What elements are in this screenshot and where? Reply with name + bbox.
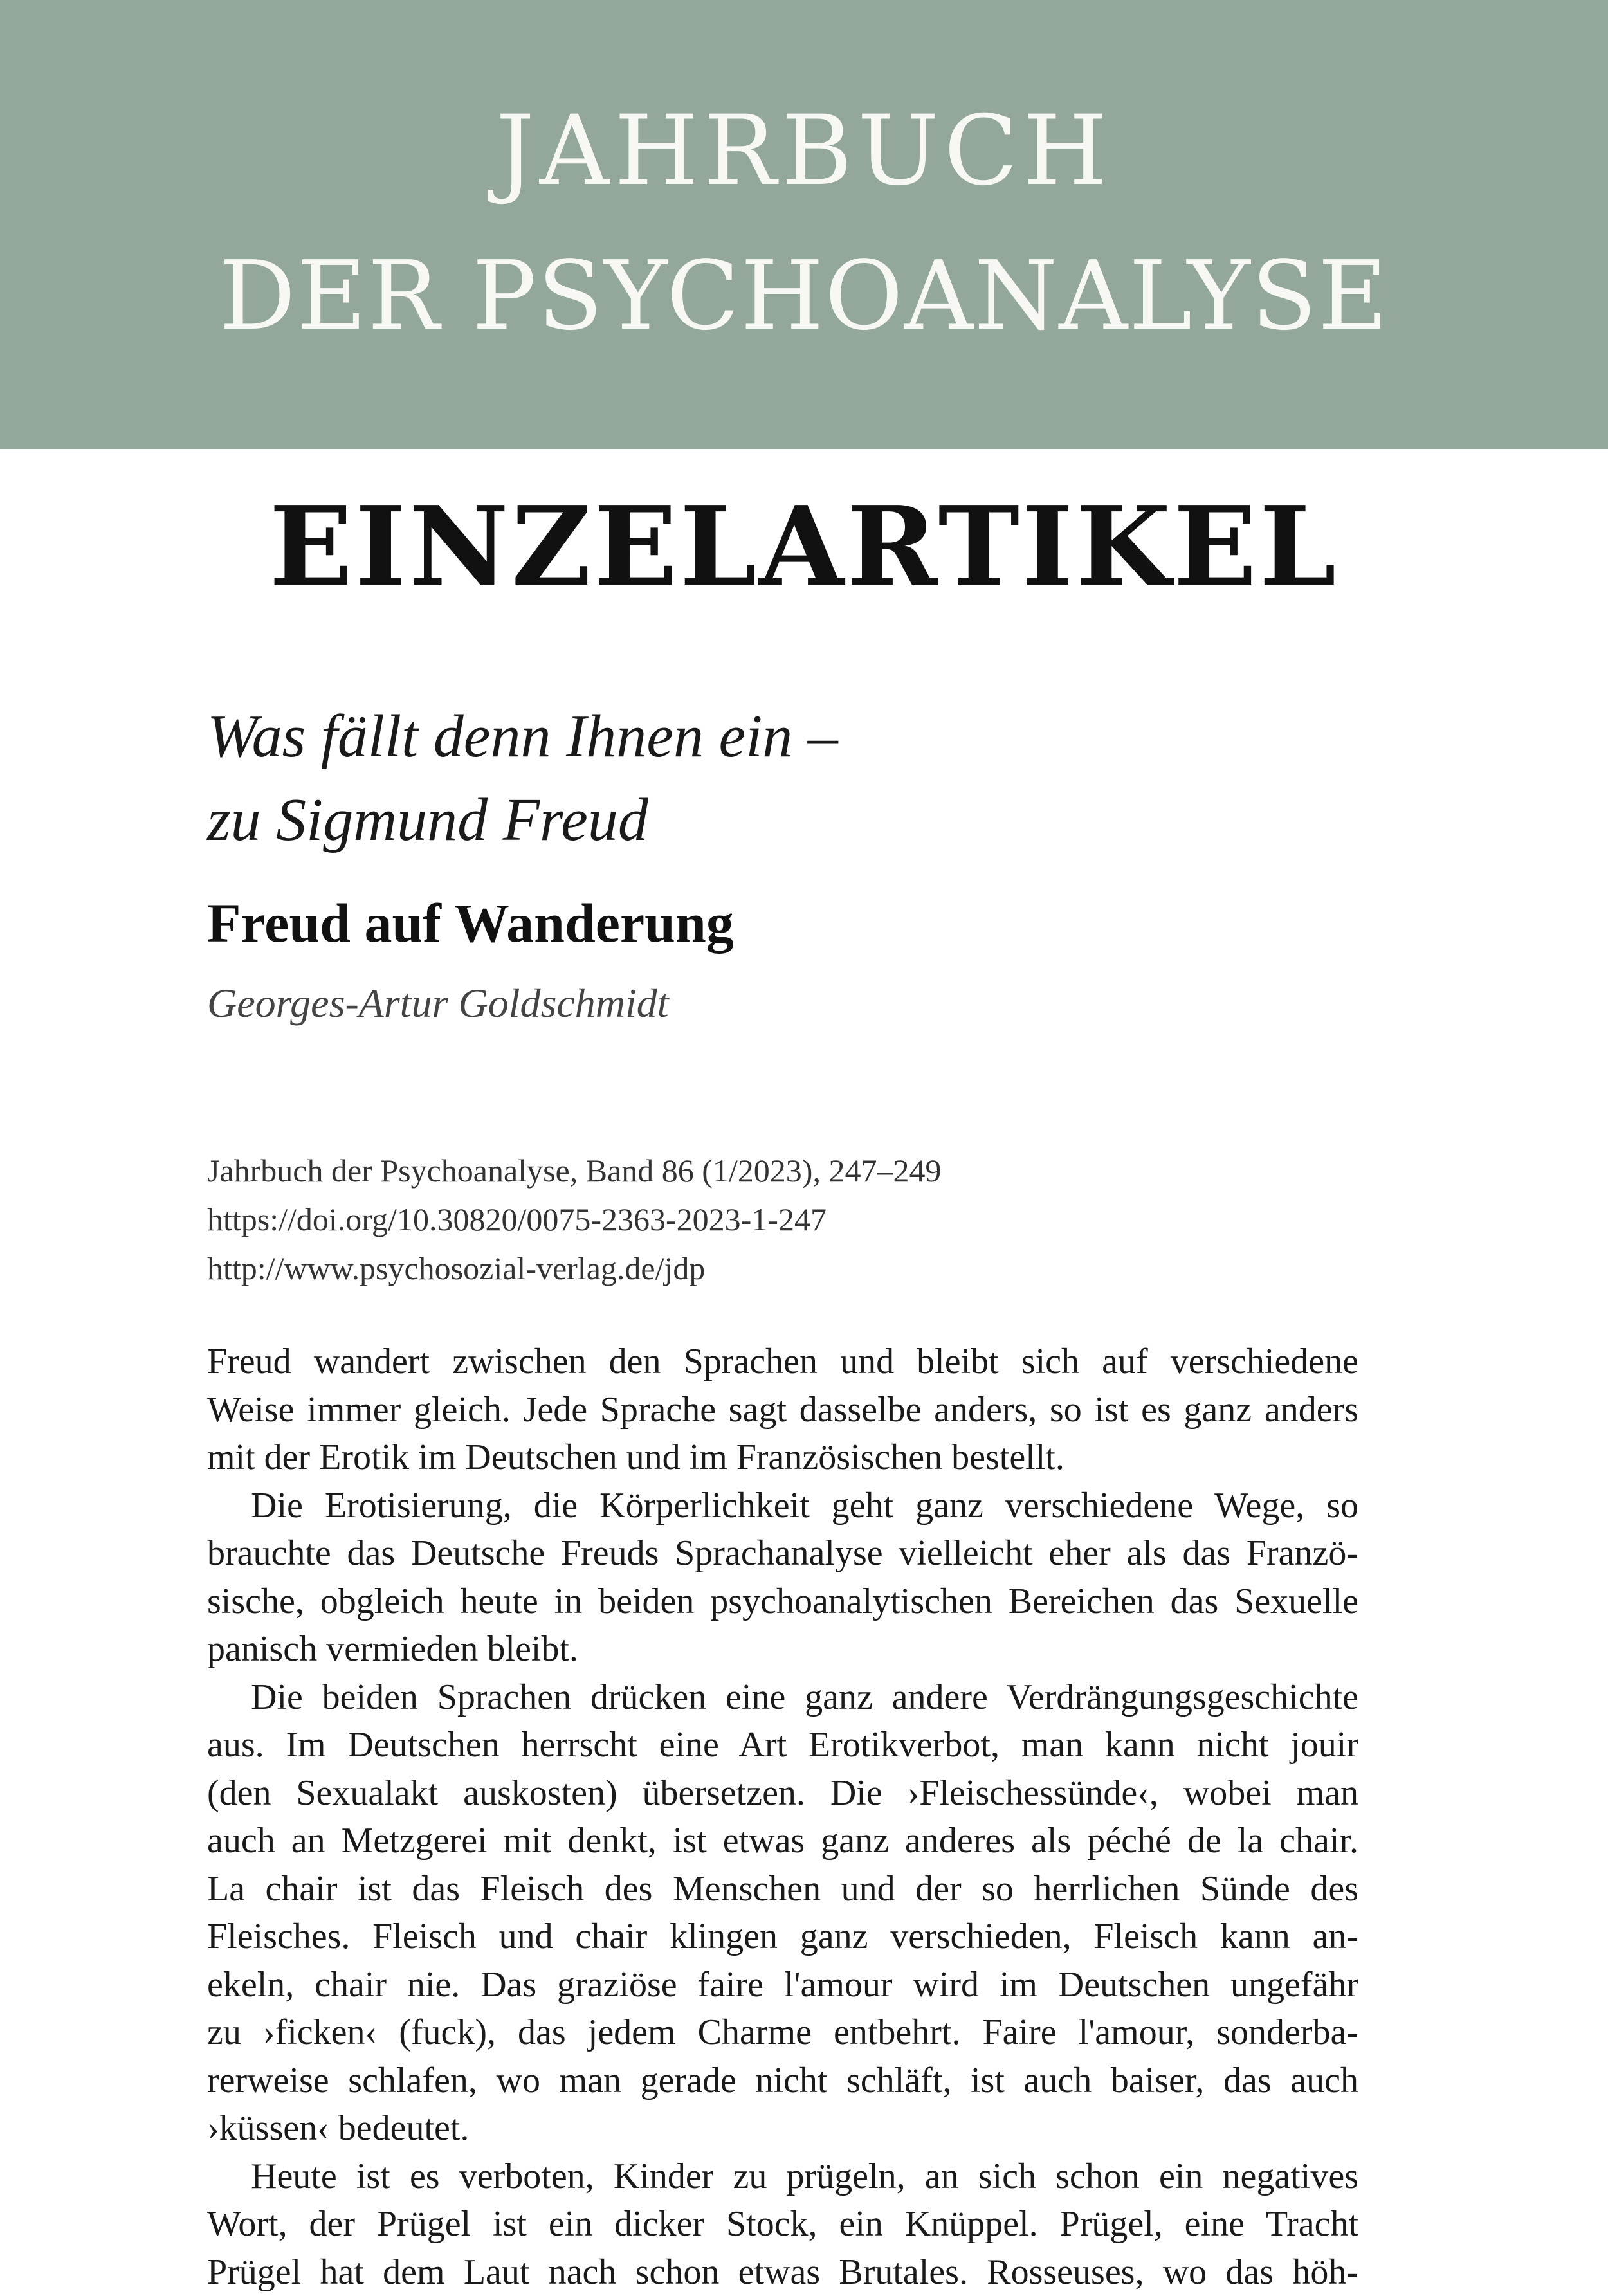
body-line: brauchte das Deutsche Freuds Sprachanalyse vielleicht eher als das Franzö-	[207, 1529, 1358, 1578]
series-title-line: Was fällt denn Ihnen ein –	[207, 695, 1043, 778]
body-line: auch an Metzgerei mit denkt, ist etwas ganz anderes als péché de la chair.	[207, 1817, 1358, 1865]
series-title-line: zu Sigmund Freud	[207, 778, 1043, 862]
article-title: Freud auf Wanderung	[207, 888, 734, 958]
body-line: mit der Erotik im Deutschen und im Französischen bestellt.	[207, 1434, 1358, 1482]
body-line: panisch vermieden bleibt.	[207, 1625, 1358, 1673]
citation: Jahrbuch der Psychoanalyse, Band 86 (1/2023), 247–249	[207, 1146, 941, 1195]
publisher-url[interactable]: http://www.psychosozial-verlag.de/jdp	[207, 1244, 941, 1293]
body-line: zu ›ficken‹ (fuck), das jedem Charme entbehrt. Faire l'amour, sonderba-	[207, 2009, 1358, 2057]
journal-banner	[0, 0, 1608, 449]
body-line: Die beiden Sprachen drücken eine ganz andere Verdrängungsgeschichte	[207, 1673, 1358, 1722]
body-line: Freud wandert zwischen den Sprachen und bleibt sich auf verschiedene	[207, 1338, 1358, 1386]
doi-link[interactable]: https://doi.org/10.30820/0075-2363-2023-1-247	[207, 1195, 941, 1244]
publication-meta	[207, 1146, 941, 1293]
body-line: ekeln, chair nie. Das graziöse faire l'amour wird im Deutschen ungefähr	[207, 1961, 1358, 2009]
body-line: Wort, der Prügel ist ein dicker Stock, ein Knüppel. Prügel, eine Tracht	[207, 2200, 1358, 2248]
section-label: EINZELARTIKEL	[0, 479, 1608, 614]
article-body	[207, 1338, 1358, 2296]
body-line: ›küssen‹ bedeutet.	[207, 2104, 1358, 2153]
body-line: aus. Im Deutschen herrscht eine Art Erotikverbot, man kann nicht jouir	[207, 1721, 1358, 1769]
journal-title-line-1: JAHRBUCH	[0, 93, 1608, 209]
body-line: Die Erotisierung, die Körperlichkeit geht ganz verschiedene Wege, so	[207, 1482, 1358, 1530]
body-line: sische, obgleich heute in beiden psychoanalytischen Bereichen das Sexuelle	[207, 1578, 1358, 1626]
body-line: Weise immer gleich. Jede Sprache sagt dasselbe anders, so ist es ganz anders	[207, 1386, 1358, 1434]
journal-title-line-2: DER PSYCHOANALYSE	[0, 238, 1608, 354]
body-line: Fleisches. Fleisch und chair klingen ganz verschieden, Fleisch kann an-	[207, 1913, 1358, 1961]
series-title	[207, 695, 1043, 862]
body-line: (den Sexualakt auskosten) übersetzen. Die ›Fleischessünde‹, wobei man	[207, 1769, 1358, 1818]
body-line: Prügel hat dem Laut nach schon etwas Brutales. Rosseuses, wo das höh-	[207, 2248, 1358, 2296]
author-name: Georges-Artur Goldschmidt	[207, 974, 669, 1032]
body-line: rerweise schlafen, wo man gerade nicht schläft, ist auch baiser, das auch	[207, 2057, 1358, 2105]
body-line: Heute ist es verboten, Kinder zu prügeln, an sich schon ein negatives	[207, 2153, 1358, 2201]
body-line: La chair ist das Fleisch des Menschen und der so herrlichen Sünde des	[207, 1865, 1358, 1913]
